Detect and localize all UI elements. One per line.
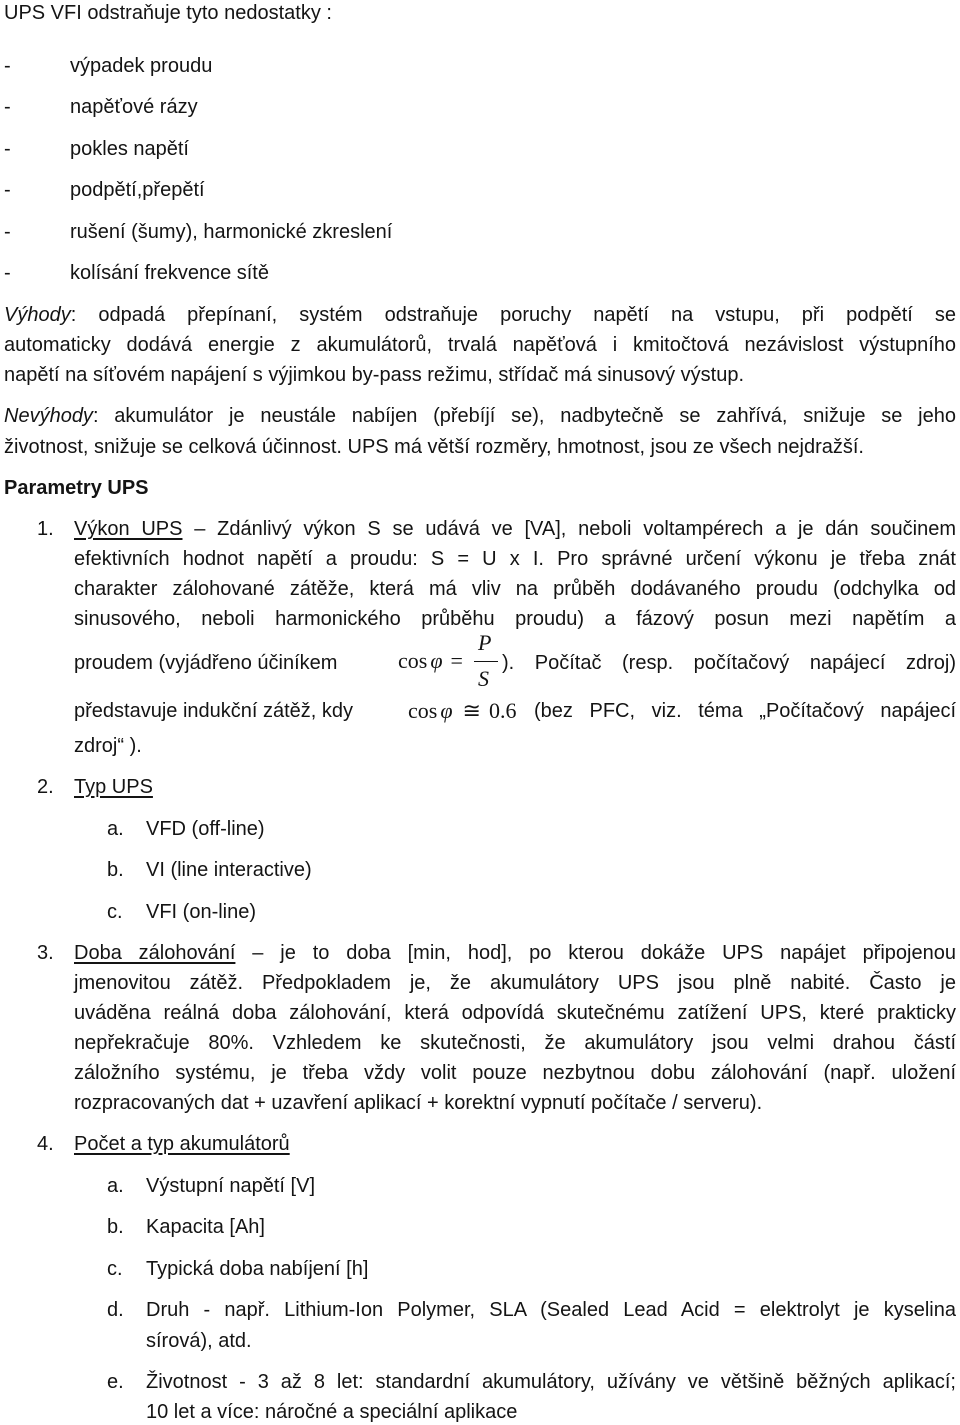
subitem-text: sírová), atd.	[146, 1330, 252, 1352]
item-line: zdroj“ ).	[74, 735, 142, 757]
disadvantages-line: Nevýhody: akumulátor je neustále nabíjen (přebíjí se), nadbytečně se zahřívá, snižuje se jeho	[4, 405, 956, 427]
item-number: 1.	[37, 518, 54, 540]
subitem-letter: e.	[107, 1371, 124, 1393]
item-line: představuje indukční zátěž, kdy	[74, 700, 354, 722]
subitem-text: Kapacita [Ah]	[146, 1216, 265, 1238]
subitem-letter: a.	[107, 818, 124, 840]
item-line: jmenovitou zátěž. Předpokladem je, že akumulátory UPS jsou plně nabité. Často je	[74, 972, 956, 994]
subitem-text: 10 let a více: náročné a speciální aplikace	[146, 1401, 518, 1423]
item-line: Výkon UPS – Zdánlivý výkon S se udává ve [VA], neboli voltampérech a je dán součinem	[74, 518, 957, 540]
advantages-line: Výhody: odpadá přepínaní, systém odstraňuje poruchy napětí na vstupu, při podpětí se	[4, 304, 956, 326]
item-line: charakter zálohované zátěže, která má vliv na průběh dodávaného proudu (odchylka od	[74, 578, 956, 600]
item-line: efektivních hodnot napětí a proudu: S = U x I. Pro správné určení výkonu je třeba znát	[74, 548, 956, 570]
item-line: rozpracovaných dat + uzavření aplikací + korektní vypnutí počítače / serveru).	[74, 1092, 763, 1114]
subitem-text: VI (line interactive)	[146, 859, 312, 881]
subitem-text: VFD (off-line)	[146, 818, 265, 840]
fraction-bar	[474, 661, 498, 662]
advantages-line: automaticky dodává energie z akumulátorů, trvalá napěťová i kmitočtová nezávislost výstupního	[4, 334, 956, 356]
bullet-marker: -	[4, 179, 11, 201]
power-factor-approx: cos φ ≅ 0.6	[408, 698, 517, 723]
item-title: Výkon UPS	[74, 518, 183, 540]
list-item: výpadek proudu	[70, 55, 213, 77]
item-line: proudem (vyjádřeno účiníkem	[74, 652, 338, 674]
item-line: uváděna reálná doba zálohování, která odpovídá skutečnému zatížení UPS, které prakticky	[74, 1002, 956, 1024]
subitem-letter: d.	[107, 1299, 124, 1321]
fraction-numerator: P	[478, 630, 492, 655]
subitem-text: VFI (on-line)	[146, 901, 257, 923]
subitem-text: Druh - např. Lithium-Ion Polymer, SLA (Sealed Lead Acid = elektrolyt je kyselina	[146, 1299, 956, 1321]
subitem-text: Výstupní napětí [V]	[146, 1175, 315, 1197]
subitem-text: Životnost - 3 až 8 let: standardní akumulátory, užívány ve většině běžných aplikací;	[146, 1371, 956, 1393]
item-number: 2.	[37, 776, 54, 798]
subitem-text: Typická doba nabíjení [h]	[146, 1258, 369, 1280]
item-line: ). Počítač (resp. počítačový napájecí zdroj)	[502, 652, 956, 674]
item-line: sinusového, neboli harmonického průběhu proudu) a fázový posun mezi napětím a	[74, 608, 956, 630]
item-number: 4.	[37, 1133, 54, 1155]
bullet-marker: -	[4, 221, 11, 243]
item-title: Počet a typ akumulátorů	[74, 1133, 290, 1155]
advantages-line: napětí na síťovém napájení s výjimkou by-pass režimu, střídač má sinusový výstup.	[4, 364, 745, 386]
item-line: Doba zálohování – je to doba [min, hod], po kterou dokáže UPS napájet připojenou	[74, 942, 956, 964]
power-factor-formula: cos φ =	[398, 648, 463, 673]
item-title: Typ UPS	[74, 776, 153, 798]
disadvantages-line: životnost, snižuje se celková účinnost. UPS má větší rozměry, hmotnost, jsou ze všech nejdražší.	[4, 436, 864, 458]
advantages-label: Výhody	[4, 304, 71, 326]
fraction-denominator: S	[478, 666, 489, 691]
bullet-marker: -	[4, 96, 11, 118]
item-line: (bez PFC, viz. téma „Počítačový napájecí	[534, 700, 956, 722]
list-item: kolísání frekvence sítě	[70, 262, 269, 284]
list-item: napěťové rázy	[70, 96, 198, 118]
bullet-marker: -	[4, 262, 11, 284]
subitem-letter: c.	[107, 901, 123, 923]
section-title: Parametry UPS	[4, 477, 149, 499]
item-line: nepřekračuje 80%. Vzhledem ke skutečnosti, že akumulátory jsou velmi drahou částí	[74, 1032, 956, 1054]
subitem-letter: b.	[107, 1216, 124, 1238]
subitem-letter: c.	[107, 1258, 123, 1280]
subitem-letter: a.	[107, 1175, 124, 1197]
item-title: Doba zálohování	[74, 942, 236, 964]
subitem-letter: b.	[107, 859, 124, 881]
bullet-marker: -	[4, 138, 11, 160]
item-number: 3.	[37, 942, 54, 964]
page-heading: UPS VFI odstraňuje tyto nedostatky :	[4, 2, 332, 24]
list-item: rušení (šumy), harmonické zkreslení	[70, 221, 393, 243]
item-line: záložního systému, je třeba vždy volit pouze nezbytnou dobu zálohování (např. uložení	[74, 1062, 956, 1084]
bullet-marker: -	[4, 55, 11, 77]
list-item: pokles napětí	[70, 138, 189, 160]
list-item: podpětí,přepětí	[70, 179, 205, 201]
disadvantages-label: Nevýhody	[4, 405, 93, 427]
